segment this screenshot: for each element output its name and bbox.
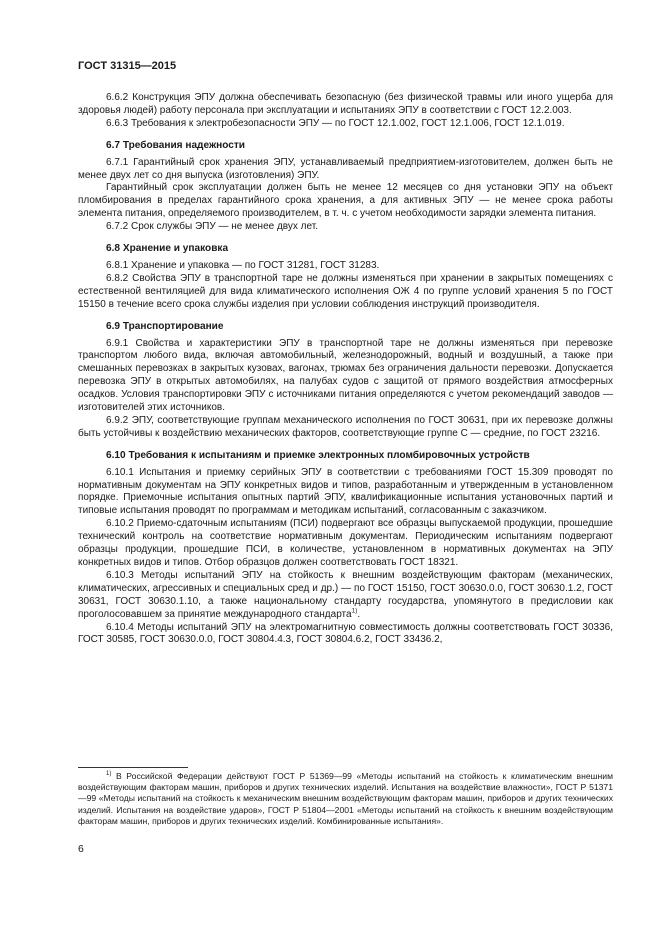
- clause-6-9-2: 6.9.2 ЭПУ, соответствующие группам механического исполнения по ГОСТ 30631, при их перевозке должны быть устойчивы к воздействию механических факторов, соответствующие группе С — средние, по ГОСТ 23216.: [78, 414, 613, 439]
- clause-6-6-2: 6.6.2 Конструкция ЭПУ должна обеспечивать безопасную (без физической травмы или иного ущерба для здоровья людей) работу персонала при эксплуатации и испытаниях ЭПУ в соответствии с ГОСТ 12.2.003.: [78, 92, 613, 116]
- clause-6-10-3: [78, 570, 613, 622]
- section-heading-6-7: 6.7 Требования надежности: [106, 139, 245, 151]
- section-heading-6-8: 6.8 Хранение и упаковка: [106, 243, 229, 255]
- clause-6-10-1: 6.10.1 Испытания и приемку серийных ЭПУ в соответствии с требованиями ГОСТ 15.309 проводят по нормативным документам на ЭПУ конкретных видов и типов, разработанным и утвержденным в установленном порядке. Приемочные испытания опытных партий ЭПУ, квалификационные испытания установочных партий и типовые испытания проводят по программам и методикам испытаний, согласованным с заказчиком.: [78, 466, 613, 517]
- footnote: [78, 771, 613, 827]
- footnote-reference[interactable]: 1): [351, 607, 358, 615]
- clause-6-10-2: 6.10.2 Приемо-сдаточным испытаниям (ПСИ) подвергают все образцы выпускаемой продукции, прошедшие технический контроль на соответствие нормативным документам. Периодическим испытаниям подвергают образцы продукции, прошедшие ПСИ, в количестве, установленном в нормативных документах на ЭПУ конкретных видов и типов. Отбор образцов должен соответствовать ГОСТ 18321.: [78, 518, 613, 568]
- document-header: ГОСТ 31315—2015: [78, 60, 177, 72]
- footnote-text: В Российской Федерации действуют ГОСТ Р 51369—99 «Методы испытаний на стойкость к климатическим внешним воздействующим факторам машин, приборов и других технических изделий. Испытания на воздействие влажности», ГОСТ Р 51371—99 «Методы испытаний на стойкость к механическим внешним воздействующим факторам машин, приборов и других технических изделий. Испытания на воздействие ударов», ГОСТ Р 51804—2001 «Методы испытаний на стойкость к внешним воздействующим факторам машин, приборов и других технических изделий. Комбинированные испытания».: [78, 771, 613, 826]
- section-heading-6-9: 6.9 Транспортирование: [106, 320, 224, 332]
- clause-6-7-2: 6.7.2 Срок службы ЭПУ — не менее двух лет.: [106, 221, 318, 233]
- clause-6-7-1-continued: Гарантийный срок эксплуатации должен быть не менее 12 месяцев со дня установки ЭПУ на объект пломбирования в пределах гарантийного срока хранения, а для активных ЭПУ — не менее срока работы элемента питания, определяемого производителем, в т. ч. с учетом необходимости зарядки элемента питания.: [78, 182, 613, 220]
- clause-6-6-3: 6.6.3 Требования к электробезопасности ЭПУ — по ГОСТ 12.1.002, ГОСТ 12.1.006, ГОСТ 12.1.019.: [106, 117, 565, 129]
- clause-6-8-2: 6.8.2 Свойства ЭПУ в транспортной таре не должны изменяться при хранении в закрытых помещениях с естественной вентиляцией для вида климатического исполнения ОЖ 4 по группе условий хранения 5 по ГОСТ 15150 в течение всего срока службы изделия при условии соблюдения инструкций производителя.: [78, 272, 613, 310]
- clause-6-7-1: 6.7.1 Гарантийный срок хранения ЭПУ, устанавливаемый предприятием-изготовителем, должен быть не менее двух лет со дня выпуска (изготовления) ЭПУ.: [78, 156, 613, 181]
- clause-6-9-1: 6.9.1 Свойства и характеристики ЭПУ в транспортной таре не должны изменяться при перевозке транспортом любого вида, включая автомобильный, железнодорожный, водный и воздушный, а также при смешанных перевозках в закрытых кузовах, вагонах, трюмах без ограничения дальности перевозки. Допускается перевозка ЭПУ в открытых автомобилях, на палубах судов с защитой от прямого воздействия атмосферных осадков. Условия транспортировки ЭПУ с источниками питания определяются с учетом рекомендаций заводов — изготовителей этих источников.: [78, 337, 613, 414]
- page-number: 6: [78, 843, 84, 855]
- footnote-separator: [78, 767, 188, 768]
- clause-6-10-3-text: 6.10.3 Методы испытаний ЭПУ на стойкость к внешним воздействующим факторам (механических, климатических, агрессивных и специальных сред и др.) — по ГОСТ 15150, ГОСТ 30630.0.0, ГОСТ 30630.1.2, ГОСТ 30631, ГОСТ 30630.1.10, а также национальному стандарту государства, упомянутого в предисловии как проголосовавшем за принятие международного стандарта: [78, 569, 613, 620]
- clause-6-8-1: 6.8.1 Хранение и упаковка — по ГОСТ 31281, ГОСТ 31283.: [106, 259, 380, 271]
- footnote-marker: 1): [106, 771, 112, 778]
- clause-6-10-4: 6.10.4 Методы испытаний ЭПУ на электромагнитную совместимость должны соответствовать ГОСТ 30336, ГОСТ 30585, ГОСТ 30630.0.0, ГОСТ 30804.4.3, ГОСТ 30804.6.2, ГОСТ 33436.2,: [78, 621, 613, 646]
- document-body: [78, 92, 613, 647]
- clause-6-10-3-end: .: [357, 608, 361, 620]
- footnote-text-block: [78, 771, 613, 827]
- section-heading-6-10: 6.10 Требования к испытаниям и приемке электронных пломбировочных устройств: [106, 449, 530, 461]
